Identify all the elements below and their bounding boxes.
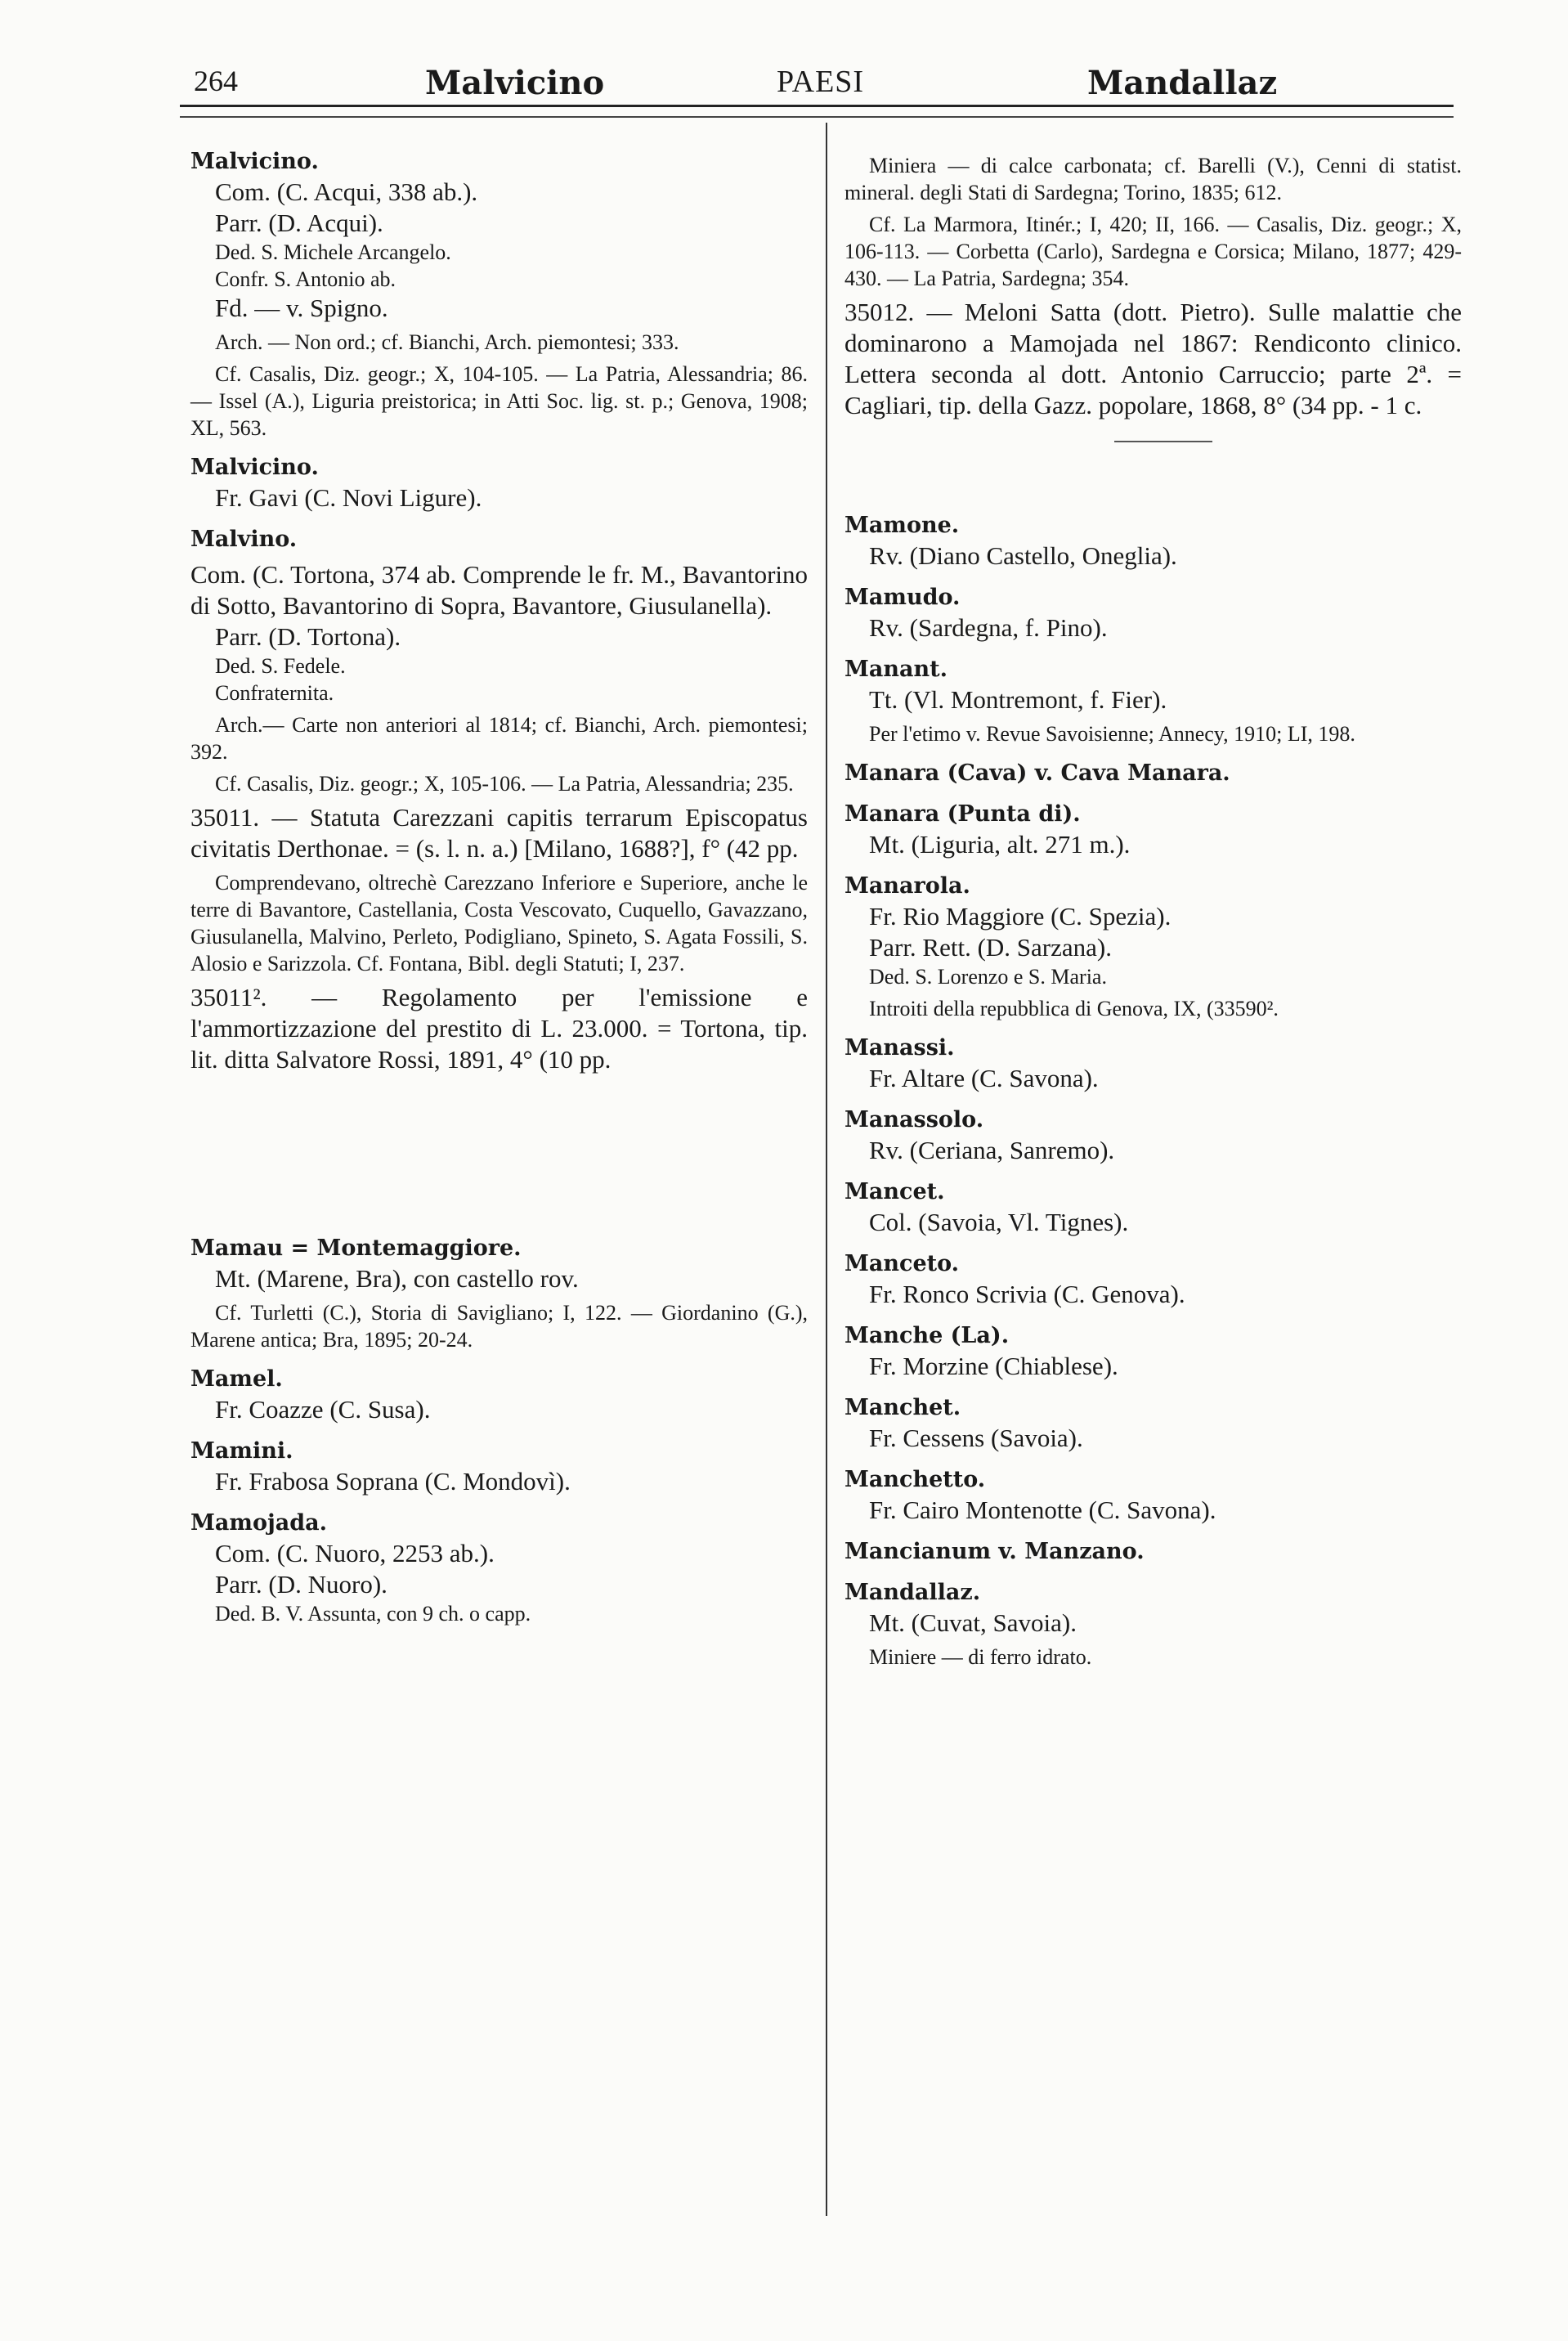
entry-line: Fr. Cairo Montenotte (C. Savona).	[869, 1496, 1216, 1524]
entry-line: Com. (C. Nuoro, 2253 ab.).	[215, 1539, 495, 1567]
entry-line: Arch. — Non ord.; cf. Bianchi, Arch. piemontesi; 333.	[215, 330, 679, 354]
entry-headword: Mamone.	[844, 513, 960, 538]
entry-line: Fr. Morzine (Chiablese).	[869, 1352, 1118, 1380]
entry-line: Cf. Casalis, Diz. geogr.; X, 104-105. — La Patria, Alessandria; 86. — Issel (A.), Liguria preistorica; in Atti Soc. lig. st. p.; Genova, 1908; XL, 563.	[190, 362, 808, 440]
entry-line: Parr. (D. Tortona).	[215, 622, 401, 651]
entry-line: Ded. S. Michele Arcangelo.	[215, 240, 451, 264]
entry-line: Per l'etimo v. Revue Savoisienne; Annecy, 1910; LI, 198.	[869, 722, 1355, 746]
entry-line: Fr. Coazze (C. Susa).	[215, 1395, 431, 1424]
entry-line: Introiti della repubblica di Genova, IX, (33590².	[869, 997, 1279, 1020]
entry-headword: Mamini.	[190, 1438, 293, 1464]
entry-line: Ded. B. V. Assunta, con 9 ch. o capp.	[215, 1602, 531, 1626]
entry-line: Fr. Frabosa Soprana (C. Mondovì).	[215, 1467, 571, 1496]
entry-line: Parr. (D. Acqui).	[215, 209, 383, 237]
entry-line: Comprendevano, oltrechè Carezzano Inferiore e Superiore, anche le terre di Bavantore, Castellania, Costa Vescovato, Cuquello, Gavazzano, Giusulanella, Malvino, Perleto, Podigliano, Spineto, S. Agata Fossili, S. Alosio e Sarizzola. Cf. Fontana, Bibl. degli Statuti; I, 237.	[190, 871, 808, 975]
entry-headword: Mamudo.	[844, 585, 961, 610]
entry-headword: Mamojada.	[190, 1510, 327, 1536]
entry-line: 35011. — Statuta Carezzani capitis terrarum Episcopatus civitatis Derthonae. = (s. l. n. a.) [Milano, 1688?], f° (42 pp.	[190, 803, 808, 863]
entry-headword: Mamau = Montemaggiore.	[190, 1236, 522, 1261]
entry-headword: Manassi.	[844, 1035, 955, 1061]
entry-headword: Manceto.	[844, 1251, 960, 1276]
entry-line: Ded. S. Fedele.	[215, 654, 346, 678]
entry-line: Fr. Ronco Scrivia (C. Genova).	[869, 1280, 1185, 1308]
entry-line: Tt. (Vl. Montremont, f. Fier).	[869, 685, 1167, 714]
entry-line: Parr. (D. Nuoro).	[215, 1570, 388, 1599]
spacer	[844, 442, 1462, 500]
entry-headword: Mancet.	[844, 1179, 945, 1204]
entry-headword: Malvicino.	[190, 149, 319, 174]
entry-line: Com. (C. Acqui, 338 ab.).	[215, 177, 478, 206]
entry-line: Fr. Gavi (C. Novi Ligure).	[215, 483, 482, 512]
entry-headword: Mamel.	[190, 1366, 283, 1392]
entry-line: Confr. S. Antonio ab.	[215, 267, 396, 291]
entry-line: Com. (C. Tortona, 374 ab. Comprende le fr. M., Bavantorino di Sotto, Bavantorino di Sopra, Bavantore, Giusulanella).	[190, 560, 808, 620]
entry-headword: Manant.	[844, 657, 948, 682]
entry-line: Parr. Rett. (D. Sarzana).	[869, 933, 1112, 962]
entry-line: Cf. Turletti (C.), Storia di Savigliano; I, 122. — Giordanino (G.), Marene antica; Bra, 1895; 20-24.	[190, 1301, 808, 1352]
entry-line: Fr. Cessens (Savoia).	[869, 1424, 1083, 1452]
entry-line: Confraternita.	[215, 681, 334, 705]
entry-line: 35012. — Meloni Satta (dott. Pietro). Sulle malattie che dominarono a Mamojada nel 1867: Rendiconto clinico. Lettera seconda al dott. Antonio Carruccio; parte 2ª. = Cagliari, tip. della Gazz. popolare, 1868, 8° (34 pp. - 1 c.	[844, 298, 1462, 419]
running-head-right: Mandallaz	[1087, 64, 1278, 102]
running-head-left: Malvicino	[425, 64, 605, 102]
entry-line: Mt. (Liguria, alt. 271 m.).	[869, 830, 1131, 859]
entry-line: Cf. La Marmora, Itinér.; I, 420; II, 166. — Casalis, Diz. geogr.; X, 106-113. — Corbetta (Carlo), Sardegna e Corsica; Milano, 1877; 429-430. — La Patria, Sardegna; 354.	[844, 213, 1462, 290]
entry-headword: Manara (Punta di).	[844, 801, 1081, 827]
entry-headword: Manchet.	[844, 1395, 961, 1420]
entry-headword: Malvicino.	[190, 455, 319, 480]
entry-line: Miniera — di calce carbonata; cf. Barelli (V.), Cenni di statist. mineral. degli Stati di Sardegna; Torino, 1835; 612.	[844, 154, 1462, 204]
entry-headword: Manchetto.	[844, 1467, 986, 1492]
entry-line: Col. (Savoia, Vl. Tignes).	[869, 1208, 1129, 1236]
entry-line: 35011². — Regolamento per l'emissione e l'ammortizzazione del prestito di L. 23.000. = Tortona, tip. lit. ditta Salvatore Rossi, 1891, 4° (10 pp.	[190, 983, 808, 1074]
entry-line: Rv. (Ceriana, Sanremo).	[869, 1136, 1115, 1164]
entry-line: Fr. Rio Maggiore (C. Spezia).	[869, 902, 1172, 931]
entry-line: Cf. Casalis, Diz. geogr.; X, 105-106. — La Patria, Alessandria; 235.	[215, 772, 794, 796]
entry-headword: Mandallaz.	[844, 1580, 981, 1605]
header-rule-top	[180, 105, 1454, 107]
entry-headword: Mancianum v. Manzano.	[844, 1539, 1145, 1564]
entry-line: Ded. S. Lorenzo e S. Maria.	[869, 965, 1107, 989]
entry-line: Fr. Altare (C. Savona).	[869, 1064, 1099, 1092]
entry-line: Rv. (Diano Castello, Oneglia).	[869, 541, 1177, 570]
page-number: 264	[194, 65, 238, 97]
column-divider	[826, 123, 827, 2216]
left-column	[190, 147, 808, 1627]
entry-headword: Manche (La).	[844, 1323, 1010, 1348]
entry-headword: Manara (Cava) v. Cava Manara.	[844, 760, 1230, 786]
header-rule-bottom	[180, 116, 1454, 118]
entry-line: Mt. (Marene, Bra), con castello rov.	[215, 1264, 579, 1293]
entry-line: Arch.— Carte non anteriori al 1814; cf. Bianchi, Arch. piemontesi; 392.	[190, 713, 808, 764]
entry-headword: Manarola.	[844, 873, 970, 899]
entry-headword: Manassolo.	[844, 1107, 984, 1132]
entry-line: Mt. (Cuvat, Savoia).	[869, 1608, 1077, 1637]
right-column	[844, 147, 1462, 1671]
entry-line: Miniere — di ferro idrato.	[869, 1645, 1092, 1669]
entry-headword: Malvino.	[190, 527, 298, 552]
spacer	[190, 1075, 808, 1222]
running-head-center: PAESI	[777, 65, 865, 99]
entry-line: Fd. — v. Spigno.	[215, 294, 388, 322]
entry-line: Rv. (Sardegna, f. Pino).	[869, 613, 1108, 642]
